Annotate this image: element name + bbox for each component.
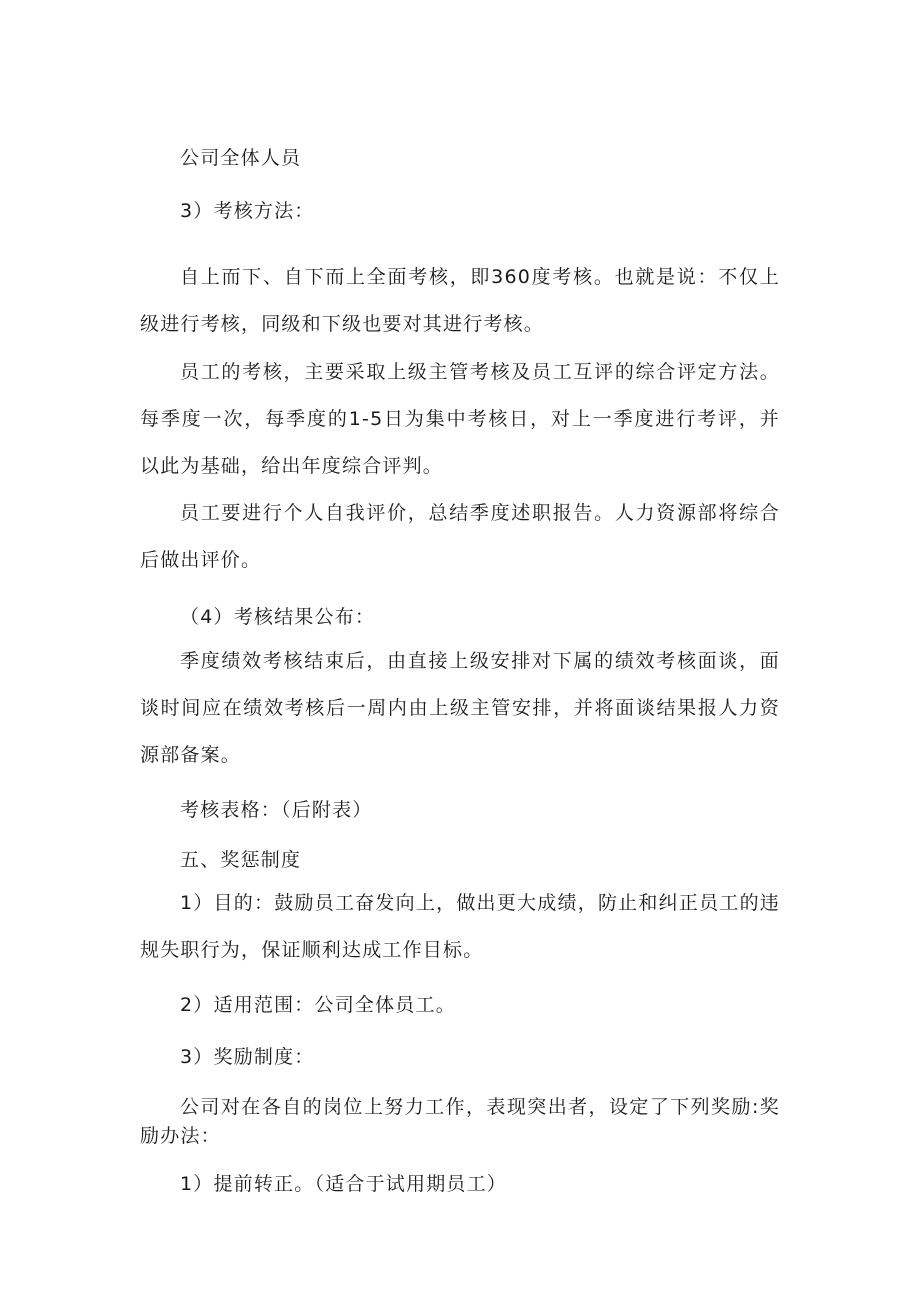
heading-result-publication: （4）考核结果公布：	[180, 606, 376, 628]
heading-assessment-method: 3）考核方法：	[180, 200, 315, 222]
paragraph-performance-interview: 季度绩效考核结束后，由直接上级安排对下属的绩效考核面谈，面谈时间应在绩效考核后一周内由上级主管安排，并将面谈结果报人力资源部备案。	[140, 650, 780, 766]
list-item-early-regularization: 1）提前转正。（适合于试用期员工）	[180, 1173, 507, 1195]
paragraph-assessment-form: 考核表格：（后附表）	[180, 799, 373, 821]
heading-rewards-penalties: 五、奖惩制度	[180, 849, 302, 871]
paragraph-360-assessment: 自上而下、自下而上全面考核，即360度考核。也就是说：不仅上级进行考核，同级和下级也要对其进行考核。	[140, 266, 780, 335]
paragraph-scope-of-application: 2）适用范围：公司全体员工。	[180, 994, 456, 1016]
heading-reward-system: 3）奖励制度：	[180, 1046, 315, 1068]
paragraph-employee-assessment: 员工的考核，主要采取上级主管考核及员工互评的综合评定方法。每季度一次，每季度的1-5日为集中考核日，对上一季度进行考评，并以此为基础，给出年度综合评判。	[140, 361, 780, 477]
paragraph-self-evaluation: 员工要进行个人自我评价，总结季度述职报告。人力资源部将综合后做出评价。	[140, 502, 780, 571]
paragraph-purpose: 1）目的：鼓励员工奋发向上，做出更大成绩，防止和纠正员工的违规失职行为，保证顺利达成工作目标。	[140, 892, 780, 961]
paragraph-scope: 公司全体人员	[180, 147, 302, 169]
paragraph-reward-intro: 公司对在各自的岗位上努力工作，表现突出者，设定了下列奖励:奖励办法：	[140, 1096, 780, 1147]
